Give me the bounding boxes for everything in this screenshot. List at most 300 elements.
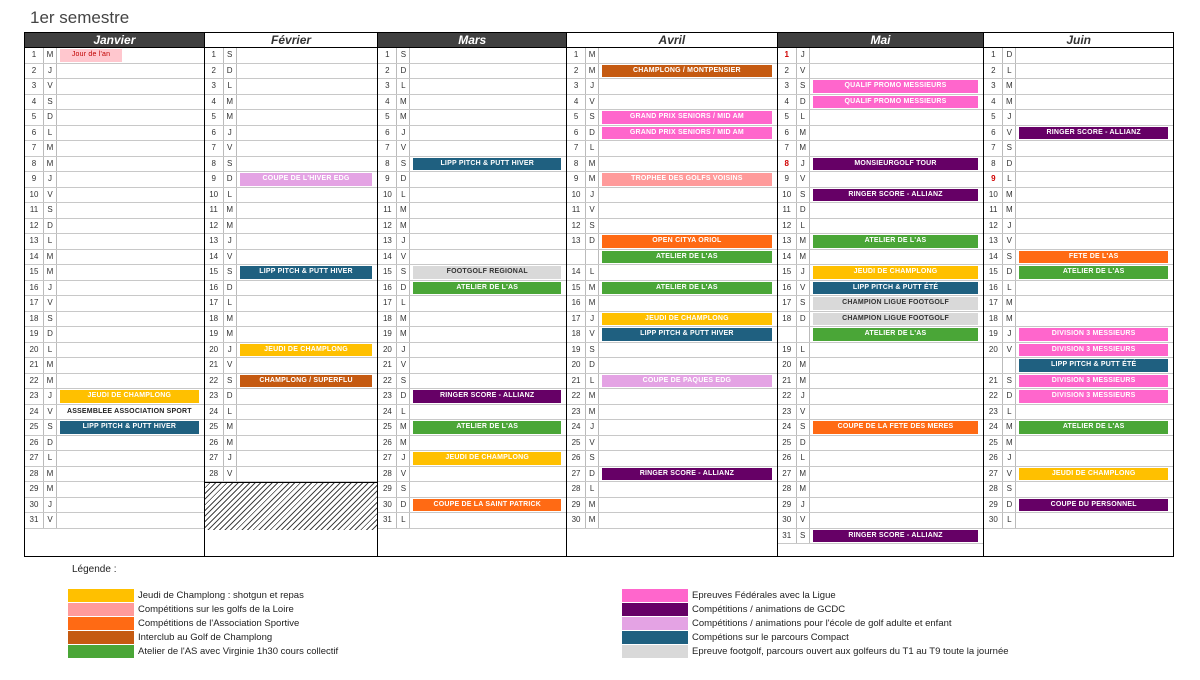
day-event-cell[interactable] — [810, 451, 984, 466]
day-row[interactable] — [984, 188, 1173, 204]
day-row[interactable] — [567, 141, 777, 157]
day-row[interactable] — [378, 296, 566, 312]
day-event-cell[interactable] — [599, 482, 777, 497]
day-row[interactable] — [378, 48, 566, 64]
event-label[interactable]: TROPHEE DES GOLFS VOISINS — [602, 173, 772, 186]
day-row[interactable] — [25, 110, 204, 126]
day-event-cell[interactable] — [410, 374, 566, 389]
day-event-cell[interactable] — [237, 420, 378, 435]
day-event-cell[interactable] — [1016, 265, 1173, 280]
event-label[interactable]: JEUDI DE CHAMPLONG — [602, 313, 772, 326]
day-row[interactable] — [778, 188, 984, 204]
day-row[interactable] — [778, 79, 984, 95]
day-event-cell[interactable] — [810, 281, 984, 296]
day-event-cell[interactable] — [410, 265, 566, 280]
day-event-cell[interactable] — [599, 312, 777, 327]
day-row[interactable] — [25, 436, 204, 452]
day-row[interactable] — [984, 405, 1173, 421]
day-row[interactable] — [25, 389, 204, 405]
day-event-cell[interactable] — [599, 250, 777, 265]
day-row[interactable] — [778, 95, 984, 111]
day-row[interactable] — [205, 467, 378, 483]
day-event-cell[interactable] — [599, 234, 777, 249]
day-event-cell[interactable] — [1016, 172, 1173, 187]
day-row[interactable] — [567, 405, 777, 421]
day-row[interactable] — [25, 451, 204, 467]
event-label[interactable]: RINGER SCORE - ALLIANZ — [602, 468, 772, 481]
day-event-cell[interactable] — [810, 250, 984, 265]
day-row[interactable] — [378, 188, 566, 204]
day-row[interactable] — [378, 436, 566, 452]
day-row[interactable] — [567, 389, 777, 405]
day-event-cell[interactable] — [1016, 482, 1173, 497]
day-event-cell[interactable] — [810, 467, 984, 482]
day-row[interactable] — [984, 482, 1173, 498]
day-event-cell[interactable] — [810, 64, 984, 79]
day-event-cell[interactable] — [810, 126, 984, 141]
day-row[interactable] — [378, 126, 566, 142]
day-event-cell[interactable] — [810, 312, 984, 327]
day-event-cell[interactable] — [810, 172, 984, 187]
day-event-cell[interactable] — [599, 374, 777, 389]
day-row[interactable] — [567, 250, 777, 266]
day-row[interactable] — [567, 482, 777, 498]
day-row[interactable] — [567, 343, 777, 359]
event-label[interactable]: COUPE DE L'HIVER EDG — [240, 173, 373, 186]
day-event-cell[interactable] — [1016, 405, 1173, 420]
day-event-cell[interactable] — [57, 358, 204, 373]
day-row[interactable] — [25, 513, 204, 529]
day-row[interactable] — [778, 405, 984, 421]
day-event-cell[interactable] — [410, 234, 566, 249]
day-event-cell[interactable] — [237, 48, 378, 63]
day-event-cell[interactable] — [410, 157, 566, 172]
day-event-cell[interactable] — [599, 79, 777, 94]
day-row[interactable] — [25, 126, 204, 142]
day-event-cell[interactable] — [410, 64, 566, 79]
day-row[interactable] — [378, 513, 566, 529]
day-event-cell[interactable] — [237, 265, 378, 280]
day-event-cell[interactable] — [57, 188, 204, 203]
day-event-cell[interactable] — [57, 343, 204, 358]
day-row[interactable] — [25, 405, 204, 421]
event-label[interactable]: JEUDI DE CHAMPLONG — [413, 452, 561, 465]
day-event-cell[interactable] — [57, 513, 204, 528]
day-event-cell[interactable] — [57, 126, 204, 141]
day-event-cell[interactable] — [1016, 203, 1173, 218]
day-row[interactable] — [25, 467, 204, 483]
day-event-cell[interactable] — [810, 327, 984, 342]
day-event-cell[interactable] — [810, 265, 984, 280]
day-event-cell[interactable] — [57, 219, 204, 234]
day-row[interactable] — [205, 172, 378, 188]
event-label[interactable]: Jour de l'an — [60, 49, 122, 62]
day-row[interactable] — [25, 281, 204, 297]
day-row[interactable] — [984, 513, 1173, 529]
day-row[interactable] — [25, 141, 204, 157]
day-event-cell[interactable] — [599, 157, 777, 172]
day-row[interactable] — [778, 343, 984, 359]
day-row[interactable] — [567, 48, 777, 64]
day-event-cell[interactable] — [237, 250, 378, 265]
day-row[interactable] — [778, 529, 984, 545]
day-event-cell[interactable] — [57, 172, 204, 187]
day-event-cell[interactable] — [57, 157, 204, 172]
event-label[interactable]: CHAMPLONG / SUPERFLU — [240, 375, 373, 388]
day-row[interactable] — [25, 219, 204, 235]
day-event-cell[interactable] — [237, 172, 378, 187]
day-row[interactable] — [984, 467, 1173, 483]
day-event-cell[interactable] — [57, 141, 204, 156]
day-row[interactable] — [205, 64, 378, 80]
day-row[interactable] — [778, 374, 984, 390]
day-row[interactable] — [778, 265, 984, 281]
day-row[interactable] — [25, 64, 204, 80]
day-event-cell[interactable] — [599, 358, 777, 373]
day-row[interactable] — [984, 436, 1173, 452]
day-row[interactable] — [984, 219, 1173, 235]
day-event-cell[interactable] — [410, 203, 566, 218]
day-row[interactable] — [378, 374, 566, 390]
day-event-cell[interactable] — [237, 219, 378, 234]
day-event-cell[interactable] — [410, 513, 566, 528]
day-row[interactable] — [205, 451, 378, 467]
day-event-cell[interactable] — [810, 358, 984, 373]
day-event-cell[interactable] — [57, 498, 204, 513]
day-event-cell[interactable] — [410, 219, 566, 234]
day-event-cell[interactable] — [237, 141, 378, 156]
day-row[interactable] — [984, 374, 1173, 390]
day-event-cell[interactable] — [237, 405, 378, 420]
day-event-cell[interactable] — [237, 95, 378, 110]
day-event-cell[interactable] — [1016, 513, 1173, 528]
day-event-cell[interactable] — [810, 482, 984, 497]
day-event-cell[interactable] — [410, 389, 566, 404]
day-event-cell[interactable] — [1016, 451, 1173, 466]
event-label[interactable]: MONSIEURGOLF TOUR — [813, 158, 979, 171]
day-event-cell[interactable] — [410, 327, 566, 342]
day-event-cell[interactable] — [810, 420, 984, 435]
day-row[interactable] — [25, 157, 204, 173]
day-row[interactable] — [25, 79, 204, 95]
day-event-cell[interactable] — [57, 420, 204, 435]
day-row[interactable] — [778, 172, 984, 188]
day-event-cell[interactable] — [57, 95, 204, 110]
day-row[interactable] — [378, 389, 566, 405]
day-event-cell[interactable] — [410, 343, 566, 358]
day-event-cell[interactable] — [599, 110, 777, 125]
day-event-cell[interactable] — [599, 48, 777, 63]
day-row[interactable] — [778, 126, 984, 142]
day-event-cell[interactable] — [57, 79, 204, 94]
day-event-cell[interactable] — [57, 48, 204, 63]
day-event-cell[interactable] — [1016, 79, 1173, 94]
day-row[interactable] — [567, 513, 777, 529]
event-label[interactable]: RINGER SCORE - ALLIANZ — [1019, 127, 1168, 140]
day-event-cell[interactable] — [1016, 327, 1173, 342]
day-row[interactable] — [778, 219, 984, 235]
day-row[interactable] — [567, 110, 777, 126]
day-row[interactable] — [205, 327, 378, 343]
day-row[interactable] — [378, 358, 566, 374]
day-event-cell[interactable] — [410, 405, 566, 420]
day-event-cell[interactable] — [410, 498, 566, 513]
event-label[interactable]: JEUDI DE CHAMPLONG — [60, 390, 199, 403]
day-row[interactable] — [567, 79, 777, 95]
day-row[interactable] — [984, 157, 1173, 173]
event-label[interactable]: JEUDI DE CHAMPLONG — [1019, 468, 1168, 481]
day-event-cell[interactable] — [810, 141, 984, 156]
day-row[interactable] — [378, 234, 566, 250]
day-row[interactable] — [25, 48, 204, 64]
event-label[interactable]: FOOTGOLF REGIONAL — [413, 266, 561, 279]
day-row[interactable] — [205, 374, 378, 390]
day-event-cell[interactable] — [1016, 110, 1173, 125]
day-event-cell[interactable] — [1016, 343, 1173, 358]
day-row[interactable] — [567, 281, 777, 297]
day-event-cell[interactable] — [599, 498, 777, 513]
day-row[interactable] — [778, 234, 984, 250]
day-event-cell[interactable] — [237, 234, 378, 249]
day-row[interactable] — [378, 405, 566, 421]
day-event-cell[interactable] — [57, 64, 204, 79]
day-row[interactable] — [567, 265, 777, 281]
day-event-cell[interactable] — [599, 188, 777, 203]
day-event-cell[interactable] — [57, 451, 204, 466]
event-label[interactable]: RINGER SCORE - ALLIANZ — [813, 530, 979, 543]
day-row[interactable] — [378, 327, 566, 343]
day-event-cell[interactable] — [57, 296, 204, 311]
day-row[interactable] — [778, 498, 984, 514]
day-row[interactable] — [25, 420, 204, 436]
day-row[interactable] — [778, 157, 984, 173]
event-label[interactable]: LIPP PITCH & PUTT ÉTÉ — [1019, 359, 1168, 372]
day-event-cell[interactable] — [810, 95, 984, 110]
day-event-cell[interactable] — [57, 203, 204, 218]
day-event-cell[interactable] — [810, 513, 984, 528]
day-event-cell[interactable] — [410, 420, 566, 435]
day-event-cell[interactable] — [57, 327, 204, 342]
day-row[interactable] — [778, 358, 984, 374]
day-row[interactable] — [984, 420, 1173, 436]
day-event-cell[interactable] — [599, 405, 777, 420]
day-row[interactable] — [778, 327, 984, 343]
day-event-cell[interactable] — [237, 281, 378, 296]
day-row[interactable] — [378, 79, 566, 95]
day-event-cell[interactable] — [1016, 48, 1173, 63]
event-label[interactable]: ATELIER DE L'AS — [1019, 421, 1168, 434]
day-row[interactable] — [205, 95, 378, 111]
day-event-cell[interactable] — [599, 95, 777, 110]
event-label[interactable]: JEUDI DE CHAMPLONG — [240, 344, 373, 357]
day-row[interactable] — [567, 203, 777, 219]
day-event-cell[interactable] — [410, 467, 566, 482]
day-row[interactable] — [378, 312, 566, 328]
day-row[interactable] — [984, 234, 1173, 250]
day-event-cell[interactable] — [410, 451, 566, 466]
day-row[interactable] — [984, 110, 1173, 126]
day-row[interactable] — [205, 234, 378, 250]
day-row[interactable] — [205, 281, 378, 297]
day-row[interactable] — [25, 234, 204, 250]
day-row[interactable] — [778, 203, 984, 219]
day-row[interactable] — [567, 296, 777, 312]
day-row[interactable] — [205, 203, 378, 219]
day-row[interactable] — [567, 157, 777, 173]
day-event-cell[interactable] — [1016, 374, 1173, 389]
day-row[interactable] — [25, 296, 204, 312]
day-row[interactable] — [378, 265, 566, 281]
day-row[interactable] — [205, 79, 378, 95]
day-event-cell[interactable] — [810, 343, 984, 358]
day-row[interactable] — [205, 358, 378, 374]
day-event-cell[interactable] — [410, 172, 566, 187]
day-row[interactable] — [25, 172, 204, 188]
event-label[interactable]: COUPE DE LA SAINT PATRICK — [413, 499, 561, 512]
day-row[interactable] — [778, 64, 984, 80]
day-event-cell[interactable] — [410, 482, 566, 497]
day-event-cell[interactable] — [1016, 467, 1173, 482]
day-row[interactable] — [567, 498, 777, 514]
day-row[interactable] — [25, 358, 204, 374]
day-row[interactable] — [205, 110, 378, 126]
day-row[interactable] — [984, 343, 1173, 359]
event-label[interactable]: JEUDI DE CHAMPLONG — [813, 266, 979, 279]
event-label[interactable]: LIPP PITCH & PUTT HIVER — [602, 328, 772, 341]
event-label[interactable]: ATELIER DE L'AS — [413, 421, 561, 434]
day-event-cell[interactable] — [57, 467, 204, 482]
day-row[interactable] — [378, 157, 566, 173]
day-event-cell[interactable] — [237, 389, 378, 404]
day-event-cell[interactable] — [237, 126, 378, 141]
event-label[interactable]: CHAMPION LIGUE FOOTGOLF — [813, 297, 979, 310]
day-row[interactable] — [778, 312, 984, 328]
day-row[interactable] — [984, 498, 1173, 514]
event-label[interactable]: COUPE DU PERSONNEL — [1019, 499, 1168, 512]
day-row[interactable] — [778, 513, 984, 529]
day-row[interactable] — [778, 281, 984, 297]
day-row[interactable] — [984, 64, 1173, 80]
day-event-cell[interactable] — [237, 64, 378, 79]
day-event-cell[interactable] — [599, 141, 777, 156]
day-event-cell[interactable] — [237, 327, 378, 342]
day-event-cell[interactable] — [1016, 95, 1173, 110]
day-row[interactable] — [25, 482, 204, 498]
day-row[interactable] — [378, 141, 566, 157]
day-row[interactable] — [205, 250, 378, 266]
day-row[interactable] — [205, 389, 378, 405]
day-event-cell[interactable] — [810, 203, 984, 218]
event-label[interactable]: ATELIER DE L'AS — [813, 235, 979, 248]
day-row[interactable] — [778, 420, 984, 436]
day-event-cell[interactable] — [57, 312, 204, 327]
day-row[interactable] — [567, 451, 777, 467]
day-row[interactable] — [25, 95, 204, 111]
day-event-cell[interactable] — [1016, 389, 1173, 404]
event-label[interactable]: LIPP PITCH & PUTT HIVER — [60, 421, 199, 434]
day-event-cell[interactable] — [599, 327, 777, 342]
event-label[interactable]: DIVISION 3 MESSIEURS — [1019, 328, 1168, 341]
day-event-cell[interactable] — [237, 110, 378, 125]
day-event-cell[interactable] — [410, 296, 566, 311]
day-event-cell[interactable] — [1016, 126, 1173, 141]
day-row[interactable] — [567, 234, 777, 250]
day-event-cell[interactable] — [1016, 64, 1173, 79]
day-row[interactable] — [378, 420, 566, 436]
day-event-cell[interactable] — [57, 389, 204, 404]
day-event-cell[interactable] — [599, 203, 777, 218]
day-event-cell[interactable] — [1016, 234, 1173, 249]
day-row[interactable] — [984, 203, 1173, 219]
day-event-cell[interactable] — [1016, 358, 1173, 373]
day-event-cell[interactable] — [1016, 188, 1173, 203]
day-row[interactable] — [984, 327, 1173, 343]
day-row[interactable] — [205, 405, 378, 421]
day-row[interactable] — [567, 312, 777, 328]
day-row[interactable] — [984, 141, 1173, 157]
day-row[interactable] — [567, 172, 777, 188]
day-row[interactable] — [205, 141, 378, 157]
day-event-cell[interactable] — [237, 451, 378, 466]
day-row[interactable] — [205, 48, 378, 64]
day-row[interactable] — [378, 64, 566, 80]
day-row[interactable] — [205, 126, 378, 142]
day-row[interactable] — [778, 296, 984, 312]
day-row[interactable] — [205, 188, 378, 204]
day-event-cell[interactable] — [410, 141, 566, 156]
day-row[interactable] — [205, 296, 378, 312]
day-event-cell[interactable] — [810, 110, 984, 125]
day-row[interactable] — [378, 467, 566, 483]
day-row[interactable] — [567, 64, 777, 80]
day-row[interactable] — [567, 188, 777, 204]
day-row[interactable] — [25, 327, 204, 343]
day-event-cell[interactable] — [810, 219, 984, 234]
event-label[interactable]: DIVISION 3 MESSIEURS — [1019, 344, 1168, 357]
day-event-cell[interactable] — [410, 358, 566, 373]
event-label[interactable]: ATELIER DE L'AS — [813, 328, 979, 341]
day-event-cell[interactable] — [599, 436, 777, 451]
event-label[interactable]: ATELIER DE L'AS — [602, 251, 772, 264]
day-event-cell[interactable] — [237, 203, 378, 218]
day-event-cell[interactable] — [599, 126, 777, 141]
day-row[interactable] — [378, 95, 566, 111]
day-event-cell[interactable] — [410, 436, 566, 451]
day-event-cell[interactable] — [599, 265, 777, 280]
day-event-cell[interactable] — [410, 48, 566, 63]
event-label[interactable]: RINGER SCORE - ALLIANZ — [813, 189, 979, 202]
day-row[interactable] — [378, 172, 566, 188]
event-label[interactable]: ATELIER DE L'AS — [1019, 266, 1168, 279]
day-row[interactable] — [984, 126, 1173, 142]
day-row[interactable] — [567, 436, 777, 452]
day-row[interactable] — [378, 110, 566, 126]
day-row[interactable] — [984, 296, 1173, 312]
day-event-cell[interactable] — [599, 467, 777, 482]
day-row[interactable] — [984, 389, 1173, 405]
day-event-cell[interactable] — [1016, 498, 1173, 513]
day-row[interactable] — [378, 219, 566, 235]
day-event-cell[interactable] — [57, 405, 204, 420]
day-row[interactable] — [205, 312, 378, 328]
event-label[interactable]: ATELIER DE L'AS — [602, 282, 772, 295]
day-event-cell[interactable] — [1016, 296, 1173, 311]
day-row[interactable] — [778, 451, 984, 467]
event-label[interactable]: OPEN CITYA ORIOL — [602, 235, 772, 248]
day-row[interactable] — [984, 451, 1173, 467]
day-event-cell[interactable] — [810, 529, 984, 544]
event-label[interactable]: LIPP PITCH & PUTT HIVER — [240, 266, 373, 279]
